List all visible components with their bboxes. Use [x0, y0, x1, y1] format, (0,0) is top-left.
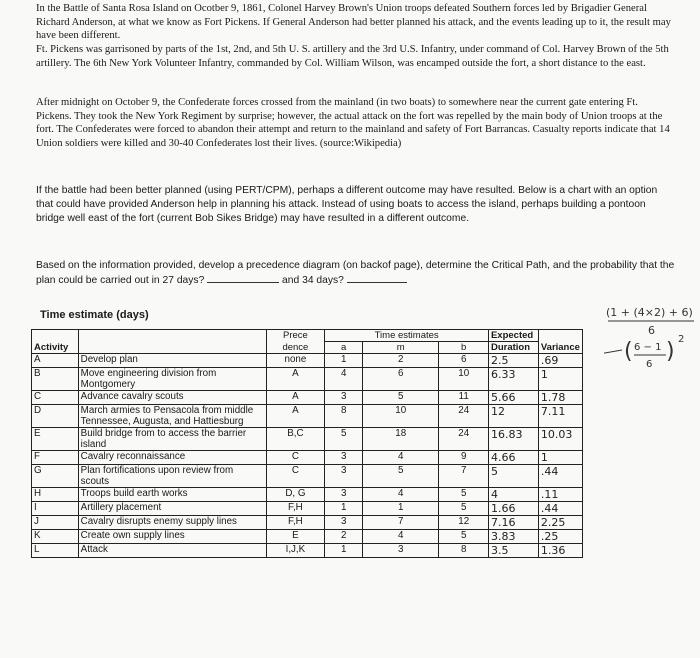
table-row	[32, 405, 583, 428]
estimate-m: 4	[363, 530, 439, 544]
variance: 1	[538, 368, 582, 391]
activity-name: Attack	[78, 544, 266, 558]
activity-id: C	[32, 391, 79, 405]
activity-name: Develop plan	[78, 354, 266, 368]
activity-id: G	[32, 465, 79, 488]
expected-duration: 1.66	[488, 502, 538, 516]
estimate-a: 1	[325, 544, 363, 558]
question-text: Based on the information provided, develop a precedence diagram (on backof page), determine the Critical Path, and the probability that the plan could be carried out in 27 days?	[36, 260, 675, 286]
table-row	[32, 502, 583, 516]
activity-name: Plan fortifications upon review from scouts	[78, 465, 266, 488]
estimate-a: 3	[325, 488, 363, 502]
activity-id: L	[32, 544, 79, 558]
estimate-m: 5	[363, 465, 439, 488]
question-text-34: and 34 days?	[282, 275, 344, 286]
activity-name: Move engineering division from Montgomery	[78, 368, 266, 391]
estimate-b: 7	[439, 465, 489, 488]
answer-blank-34[interactable]	[347, 273, 407, 283]
table-row	[32, 465, 583, 488]
activity-precedence: A	[266, 368, 325, 391]
header-b: b	[439, 342, 489, 354]
estimate-b: 8	[439, 544, 489, 558]
estimate-a: 4	[325, 368, 363, 391]
variance: 1	[538, 451, 582, 465]
activity-name: Cavalry disrupts enemy supply lines	[78, 516, 266, 530]
estimate-m: 18	[363, 428, 439, 451]
estimate-m: 3	[363, 544, 439, 558]
activity-precedence: D, G	[266, 488, 325, 502]
arrow-line	[604, 350, 622, 358]
estimate-m: 4	[363, 488, 439, 502]
table-row	[32, 530, 583, 544]
variance: .44	[538, 502, 582, 516]
activity-name: Advance cavalry scouts	[78, 391, 266, 405]
estimate-b: 5	[439, 530, 489, 544]
activity-precedence: C	[266, 451, 325, 465]
table-row	[32, 428, 583, 451]
estimate-m: 1	[363, 502, 439, 516]
estimate-a: 1	[325, 354, 363, 368]
table-title: Time estimate (days)	[40, 309, 149, 321]
activity-precedence: F,H	[266, 516, 325, 530]
formula-right-paren: )	[666, 339, 675, 364]
header-activity: Activity	[32, 342, 79, 354]
time-estimate-table	[31, 329, 583, 558]
activity-precedence: B,C	[266, 428, 325, 451]
estimate-a: 3	[325, 391, 363, 405]
activity-precedence: C	[266, 465, 325, 488]
table-header-row-1	[32, 330, 583, 342]
expected-duration: 12	[488, 405, 538, 428]
header-a: a	[325, 342, 363, 354]
handwritten-formula-note	[604, 300, 700, 400]
table-row	[32, 368, 583, 391]
activity-id: B	[32, 368, 79, 391]
activity-id: A	[32, 354, 79, 368]
table-row	[32, 451, 583, 465]
header-m: m	[363, 342, 439, 354]
header-dence: dence	[266, 342, 325, 354]
formula-expected-denominator: 6	[648, 324, 655, 337]
estimate-a: 1	[325, 502, 363, 516]
estimate-b: 5	[439, 488, 489, 502]
activity-name: March armies to Pensacola from middle Tennessee, Augusta, and Hattiesburg	[78, 405, 266, 428]
estimate-a: 3	[325, 451, 363, 465]
table-row	[32, 516, 583, 530]
expected-duration: 2.5	[488, 354, 538, 368]
estimate-a: 3	[325, 465, 363, 488]
activity-precedence: E	[266, 530, 325, 544]
estimate-m: 10	[363, 405, 439, 428]
activity-precedence: I,J,K	[266, 544, 325, 558]
estimate-b: 11	[439, 391, 489, 405]
variance: 10.03	[538, 428, 582, 451]
variance: 2.25	[538, 516, 582, 530]
expected-duration: 6.33	[488, 368, 538, 391]
expected-duration: 4	[488, 488, 538, 502]
formula-variance-denominator: 6	[646, 359, 653, 370]
activity-name: Cavalry reconnaissance	[78, 451, 266, 465]
table-row	[32, 544, 583, 558]
formula-expected-numerator: (1 + (4×2) + 6)	[606, 306, 693, 319]
activity-name: Artillery placement	[78, 502, 266, 516]
table-row	[32, 354, 583, 368]
variance: 7.11	[538, 405, 582, 428]
activity-id: J	[32, 516, 79, 530]
activity-name: Create own supply lines	[78, 530, 266, 544]
variance: 1.78	[538, 391, 582, 405]
expected-duration: 7.16	[488, 516, 538, 530]
estimate-m: 6	[363, 368, 439, 391]
estimate-b: 9	[439, 451, 489, 465]
estimate-a: 8	[325, 405, 363, 428]
table-row	[32, 488, 583, 502]
activity-id: E	[32, 428, 79, 451]
estimate-m: 7	[363, 516, 439, 530]
paragraph-garrison: Ft. Pickens was garrisoned by parts of the 1st, 2nd, and 5th U. S. artillery and the 3rd U.S. Infantry, under command of Col. Harvey Brown of the 5th artillery. The 6th New York Volunteer Infantry, commanded by Col. William Wilson, was encamped outside the fort, a short distance to the east.	[36, 44, 669, 69]
expected-duration: 16.83	[488, 428, 538, 451]
paragraph-pert: If the battle had been better planned (using PERT/CPM), perhaps a different outcome may have resulted. Below is a chart with an option that could have provided Anderson help in planning his attack. Instead of using boats to access the island, perhaps building a pontoon bridge well east of the fort (current Bob Sikes Bridge) may have resulted in a different outcome.	[36, 185, 658, 224]
expected-duration: 5.66	[488, 391, 538, 405]
paragraph-intro: In the Battle of Santa Rosa Island on Ocotber 9, 1861, Colonel Harvey Brown's Union troops defeated Southern forces led by Brigadier General Richard Anderson, at what we know as Fort Pickens. If General Anderson had better planned his attack, and the events leading up to it, the result may have been different.	[36, 3, 671, 42]
activity-precedence: none	[266, 354, 325, 368]
estimate-a: 3	[325, 516, 363, 530]
table-row	[32, 391, 583, 405]
header-time-estimates: Time estimates	[325, 330, 489, 342]
header-prece: Prece	[266, 330, 325, 342]
estimate-b: 5	[439, 502, 489, 516]
activity-precedence: A	[266, 405, 325, 428]
formula-left-paren: (	[624, 339, 633, 364]
estimate-m: 2	[363, 354, 439, 368]
activity-name: Troops build earth works	[78, 488, 266, 502]
estimate-m: 5	[363, 391, 439, 405]
estimate-b: 24	[439, 428, 489, 451]
activity-id: F	[32, 451, 79, 465]
answer-blank-27[interactable]	[207, 273, 279, 283]
activity-precedence: F,H	[266, 502, 325, 516]
header-expected: Expected	[488, 330, 538, 342]
paragraph-attack: After midnight on October 9, the Confederate forces crossed from the mainland (in two boats) to somewhere near the current gate entering Ft. Pickens. They took the New York Regiment by surprise; however, the actual attack on the fort was repelled by the main body of Union troops at the fort. The Confederates were forced to abandon their attempt and return to the mainland and safety of Fort Barrancas. Casualty reports indicate that 14 Union soldiers were killed and 30-40 Confederates lost their lives. (source:Wikipedia)	[36, 97, 670, 149]
table-header-row-2	[32, 342, 583, 354]
formula-exponent: 2	[678, 334, 685, 345]
variance: .69	[538, 354, 582, 368]
activity-id: D	[32, 405, 79, 428]
estimate-m: 4	[363, 451, 439, 465]
paragraph-question	[36, 259, 676, 288]
variance: 1.36	[538, 544, 582, 558]
expected-duration: 3.83	[488, 530, 538, 544]
estimate-a: 2	[325, 530, 363, 544]
activity-id: I	[32, 502, 79, 516]
variance: .44	[538, 465, 582, 488]
estimate-b: 24	[439, 405, 489, 428]
estimate-b: 12	[439, 516, 489, 530]
estimate-a: 5	[325, 428, 363, 451]
activity-id: H	[32, 488, 79, 502]
estimate-b: 6	[439, 354, 489, 368]
activity-precedence: A	[266, 391, 325, 405]
header-variance: Variance	[538, 342, 582, 354]
activity-name: Build bridge from to access the barrier island	[78, 428, 266, 451]
estimate-b: 10	[439, 368, 489, 391]
expected-duration: 4.66	[488, 451, 538, 465]
variance: .11	[538, 488, 582, 502]
expected-duration: 3.5	[488, 544, 538, 558]
expected-duration: 5	[488, 465, 538, 488]
activity-id: K	[32, 530, 79, 544]
header-duration: Duration	[488, 342, 538, 354]
variance: .25	[538, 530, 582, 544]
formula-variance-numerator: 6 − 1	[634, 342, 662, 353]
